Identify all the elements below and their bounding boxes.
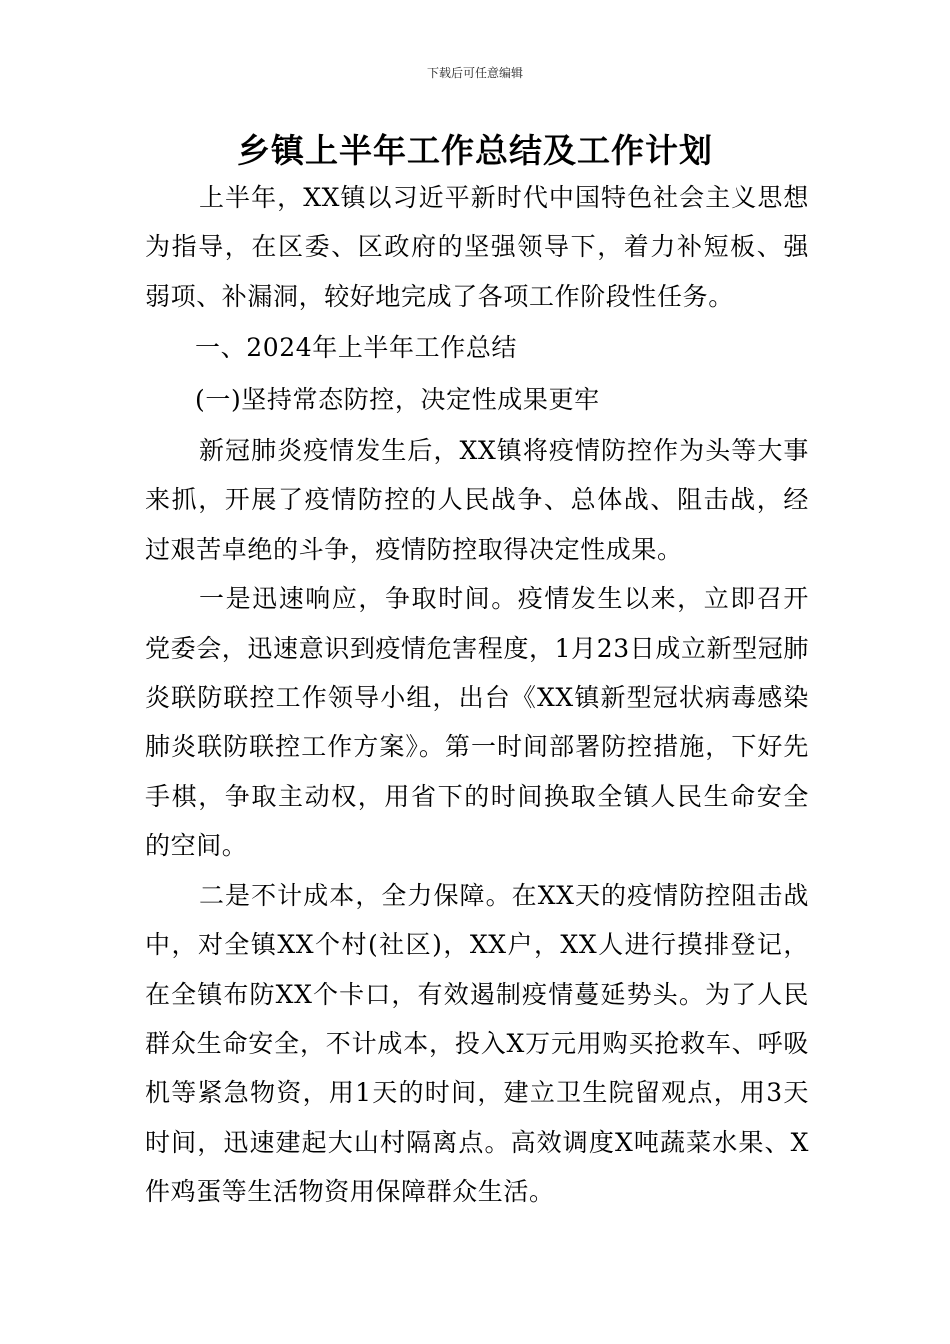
header-note: 下载后可任意编辑 bbox=[426, 66, 523, 80]
document-title: 乡镇上半年工作总结及工作计划 bbox=[237, 131, 713, 170]
second-point-paragraph: 二是不计成本，全力保障。在XX天的疫情防控阻击战中，对全镇XX个村(社区)，XX户，XX人进行摸排登记，在全镇布防XX个卡口，有效遏制疫情蔓延势头。为了人民群众生命安全，不计成本，投入X万元用购买抢救车、呼吸机等紧急物资，用1天的时间，建立卫生院留观点，用3天时间，迅速建起大山村隔离点。高效调度X吨蔬菜水果、X件鸡蛋等生活物资用保障群众生活。 bbox=[145, 880, 809, 1207]
subsection-heading: (一)坚持常态防控，决定性成果更牢 bbox=[195, 384, 600, 414]
first-point-paragraph: 一是迅速响应，争取时间。疫情发生以来，立即召开党委会，迅速意识到疫情危害程度，1月23日成立新型冠肺炎联防联控工作领导小组，出台《XX镇新型冠状病毒感染肺炎联防联控工作方案》。第一时间部署防控措施，下好先手棋，争取主动权，用省下的时间换取全镇人民生命安全的空间。 bbox=[145, 584, 809, 861]
document-body bbox=[145, 173, 809, 1217]
covid-paragraph: 新冠肺炎疫情发生后，XX镇将疫情防控作为头等大事来抓，开展了疫情防控的人民战争、总体战、阻击战，经过艰苦卓绝的斗争，疫情防控取得决定性成果。 bbox=[145, 436, 809, 564]
section-heading: 一、2024年上半年工作总结 bbox=[195, 333, 518, 363]
intro-paragraph: 上半年，XX镇以习近平新时代中国特色社会主义思想为指导，在区委、区政府的坚强领导下，着力补短板、强弱项、补漏洞，较好地完成了各项工作阶段性任务。 bbox=[145, 183, 809, 311]
